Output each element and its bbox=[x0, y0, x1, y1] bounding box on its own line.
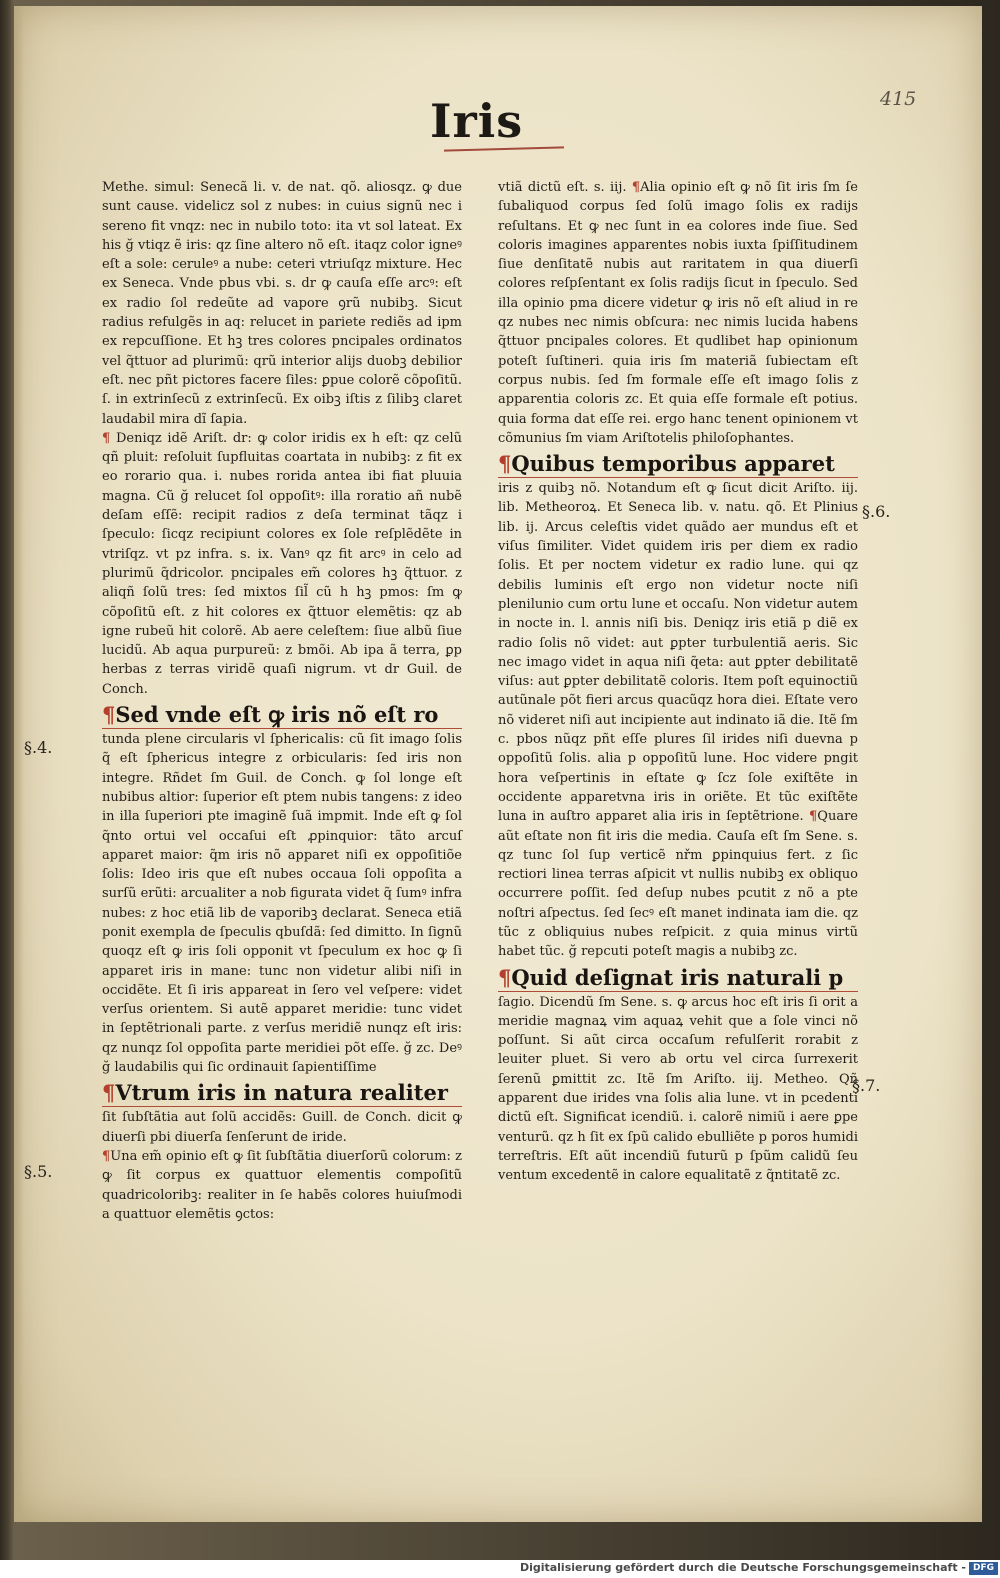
left-paragraph-4: ſit ſubſtãtia aut ſolũ accidẽs: Guill. de Conch. dicit ꝙ diuerſi pbi diuerſa ſenſerunt de iride. bbox=[102, 1110, 462, 1145]
right-paragraph-2-text: iris z quibꝫ nõ. Notandum eſt ꝙ ſicut dicit Ariſto. iij. lib. Metheoroꝝ. Et Seneca lib. v. natu. qõ. Et Plinius lib. ij. Arcus celeſtis videt quãdo aer mundus eſt et viſus ſimiliter. Videt quidem iris per diem ex radio ſolis. Et per noctem videtur ex radio lune. qui qz debilis luminis eſt ergo non videtur nocte niſi plenilunio cum ortu lune et occaſu. Non videtur autem in nocte in. l. annis niſi bis. Deniqz iris etiã p diẽ ex radio ſolis nõ videt: aut ꝑpter turbulentiã aeris. Sic nec imago videt in aqua niſi q̃eta: aut ꝑpter debilitatẽ viſus: aut ꝑpter debilitatẽ coloris. Item poſt equinoctiũ autũnale põt fieri arcus quacũqz hora diei. Eſtate vero nõ videret niſi aut incipiente aut indinato iã die. Itẽ ſm c. pbos nũqz pñt eſſe plures ſil irides niſi duevna p oppoſitũ ſolis. alia p oppoſitũ lune. Hoc videre pngit hora veſpertinis in eſtate ꝙ ſcz ſole exiſtẽte in occidente apparetvna iris in oriẽte. Et tũc exiſtẽte luna in auſtro apparet alia iris in ſeptẽtrione. bbox=[498, 481, 858, 825]
left-paragraph-5 bbox=[102, 1147, 462, 1224]
initial-mark: ¶ bbox=[498, 451, 512, 477]
left-text-column bbox=[102, 178, 462, 1224]
running-head-title: Iris bbox=[430, 94, 524, 148]
page-gutter-shadow bbox=[14, 6, 24, 1522]
initial-mark: ¶ bbox=[102, 1080, 116, 1106]
left-paragraph-3: tunda plene circularis vl ſphericalis: cũ ſit imago ſolis q̃ eſt ſphericus integre z orbicularis: ſed iris non integre. Rñdet ſm Guil. de Conch. ꝙ ſol longe eſt nubibus altior: ſuperior eſt ptem nubis tangens: z ideo in illa ſuperiori pte imaginẽ ſuã impmit. Inde eſt ꝙ ſol q̃nto ortui vel occaſui eſt ꝓpinquior: tãto arcuſ apparet maior: q̃m iris nõ apparet niſi ex oppoſitiõe ſolis: Ideo iris que eſt nubes occaua ſoli oppoſita a surſũ erũti: arcualiter a nob figurata videt q̃ ſumꝰ infra nubes: z hoc etiã lib de vaporibꝫ declarat. Seneca etiã ponit exempla de ſpeculis qbuſdã: ſed dimitto. In ſignũ quoqz eſt ꝙ iris ſoli opponit vt ſpeculum ex hoc ꝙ ſi apparet iris in mane: tunc non videtur alibi niſi in occidẽte. Et ſi iris appareat in ſero vel veſpere: videt verſus orientem. Si autẽ apparet meridie: tunc videt in ſeptẽtrionali parte. z verſus meridiẽ nunqz eſt iris: qz nunqz ſol oppoſita parte meridiei põt eſſe. ğ zc. Deꝰ ğ laudabilis qui ſic ordinauit ſapientiſſime bbox=[102, 732, 462, 1076]
right-text-column bbox=[498, 178, 858, 1186]
dfg-logo: DFG bbox=[969, 1562, 998, 1575]
right-heading-1-text: Quibus temporibus apparet bbox=[511, 451, 835, 477]
right-paragraph-1-text: Alia opinio eſt ꝙ nõ ſit iris ſm ſe ſubaliquod corpus ſed ſolũ imago ſolis ex radijs reſultans. Et ꝙ nec ſunt in ea colores inde ſiue. Sed coloris imagines apparentes nobis iuxta ſpiſſitudinem ſiue denſitatẽ nubis aut raritatem in qua diuerſi colores reſpſentant ex ſolis radijs ſicut in ſpeculo. Sed illa opinio pma dicere videtur ꝙ iris nõ eſt aliud in re qz nubes nec nimis obſcura: nec nimis lucida habens q̃ttuor pncipales colores. Et qudlibet hap opinionum poteſt ſuſtineri. quia iris ſm materiã ſubiectam eſt corpus nubis. ſed ſm formale eſſe eſt imago ſolis z apparentia coloris zc. Et quia eſſe formale eſt potius. quia forma dat eſſe rei. ergo hanc tenent opinionem vt cõmunius ſm viam Ariſtotelis philoſophantes. bbox=[498, 180, 859, 446]
pilcrow-mark: ¶ bbox=[809, 809, 818, 825]
left-paragraph-5-text: Una em̃ opinio eſt ꝙ ſit ſubſtãtia diuerſorũ colorum: z ꝙ ſit corpus ex quattuor elementis compoſitũ quadricoloribꝫ: realiter in ſe habẽs colores huiuſmodi a quattuor elemẽtis ꝯctos: bbox=[102, 1148, 462, 1222]
section-mark-4: §.4. bbox=[24, 738, 53, 757]
right-heading-1 bbox=[498, 450, 858, 478]
section-mark-7: §.7. bbox=[852, 1076, 881, 1095]
right-heading-2 bbox=[498, 964, 858, 992]
left-paragraph-2 bbox=[102, 429, 462, 699]
right-paragraph-2b-text: Quare aũt eſtate non fit iris die media. Cauſa eſt ſm Sene. s. qz tunc ſol ſup verticẽ nřm ꝑpinquius fert. z ſic rectiori linea terras aſpicit vt nullis nubibꝫ ex obliquo occurrere poſſit. ſed deſup nubes pcutit z nõ a pte noſtri aſpectus. ſed ſecꝰ eſt manet indinata iam die. qz tũc z obliquius nubes reſpicit. z quia minus virtũ habet tũc. ğ repcuti poteſt magis a nubibꝫ zc. bbox=[498, 809, 858, 960]
pilcrow-mark: ¶ bbox=[102, 1148, 111, 1164]
section-mark-6: §.6. bbox=[862, 502, 891, 521]
left-heading-2-text: Vtrum iris in natura realiter bbox=[115, 1080, 448, 1106]
initial-mark: ¶ bbox=[102, 702, 116, 728]
section-mark-5: §.5. bbox=[24, 1162, 53, 1181]
right-paragraph-1-lead: vtiã dictũ eſt. s. iij. bbox=[498, 180, 627, 195]
right-paragraph-2 bbox=[498, 479, 858, 961]
folio-number: 415 bbox=[880, 88, 917, 110]
right-heading-2-text: Quid deſignat iris naturali p bbox=[511, 964, 844, 990]
book-page bbox=[14, 6, 982, 1522]
pilcrow-mark: ¶ bbox=[631, 180, 641, 195]
right-paragraph-1 bbox=[498, 178, 858, 448]
left-heading-1-text: Sed vnde eſt ꝙ iris nõ eſt ro bbox=[115, 702, 439, 728]
left-heading-2 bbox=[102, 1079, 462, 1107]
right-paragraph-3: ſagio. Dicendũ ſm Sene. s. ꝙ arcus hoc eſt iris ſi orit a meridie magnaꝝ vim aquaꝝ vehit que a ſole vinci nõ poſſunt. Si aũt circa occaſum refulſerit rorabit z leuiter pluet. Si vero ab ortu vel circa ſurrexerit ſerenũ ꝑmittit zc. Itẽ ſm Ariſto. iij. Metheo. Qñ apparent due irides vna ſolis alia lune. vt in pcedenti dictũ eſt. Significat icendiũ. i. calorẽ nimiũ i aere ꝑpe venturũ. qz h ſit ex ſpũ calido ebulliẽte p poros humidi terreſtris. Eſt aũt incendiũ futurũ p ſpũm calidũ ſeu ventum excedentẽ in calore equalitatẽ z q̃ntitatẽ zc. bbox=[498, 994, 858, 1184]
left-paragraph-1: Methe. simul: Senecã li. v. de nat. qõ. aliosqz. ꝙ due sunt cause. videlicz sol z nubes: in cuius signũ nec i sereno fit vnqz: nec in nubilo toto: ita vt sol lateat. Ex his ğ vtiqz ẽ iris: qz ſine altero nõ eſt. itaqz color igneꝰ eſt a sole: ceruleꝰ a nube: ceteri vtriuſqz mixture. Hec ex Seneca. Vnde pbus vbi. s. dr ꝙ cauſa eſſe arcꝰ: eſt ex radio ſol redeũte ad vapore ꝯrũ nubibꝫ. Sicut radius refulgẽs in aq: relucet in pariete rediẽs ad ipm ex repcuſſione. Et hꝫ tres colores pncipales ordinatos vel q̃ttuor ad plurimũ: qrũ interior alijs duobꝫ debilior eſt. nec pñt pictores facere ſiles: ꝑpue colorẽ cõpoſitũ. ſ. in extrinſecũ z extrinſecũ. Ex oibꝫ iſtis z ſilibꝫ claret laudabil mira dĩ ſapia. bbox=[102, 180, 462, 427]
digitization-footer bbox=[0, 1560, 1000, 1578]
left-paragraph-2-text: Deniqz idẽ Ariſt. dr: ꝙ color iridis ex h eſt: qz celũ qñ pluit: reſoluit ſupfluitas coartata in nubibꝫ: z fit ex eo rorario qua. i. nubes rorida antea ibi fiat pluuia magna. Cũ ğ relucet ſol oppoſitꝰ: illa roratio añ nubẽ deſam eſſẽ: recipit radios z deſa terminat tãqz i ſpeculo: ſicqz recipiunt colores ex ſole reſplẽdẽte in vtriſqz. vt pz infra. s. ix. Vanꝰ qz fit arcꝰ in celo ad plurimũ q̃dricolor. pncipales em̃ colores hꝫ q̃ttuor. z aliqñ ſolũ tres: ſed mixtos ſil̃ cũ h hꝫ pmos: ſm ꝙ cõpoſitũ eſt. z hit colores ex q̃ttuor elemẽtis: qz ab igne rubeũ hit colorẽ. Ab aere celeſtem: ſiue albũ ſiue lucidũ. Ab aqua purpureũ: z bmõi. Ab ipa ã terra, ꝑp herbas z terras viridẽ quaſi nigrum. vt dr Guil. de Conch. bbox=[102, 430, 462, 697]
left-heading-1 bbox=[102, 701, 462, 729]
funding-note: Digitalisierung gefördert durch die Deutsche Forschungsgemeinschaft - bbox=[519, 1561, 966, 1574]
initial-mark: ¶ bbox=[498, 964, 512, 990]
pilcrow-mark: ¶ bbox=[102, 430, 111, 446]
